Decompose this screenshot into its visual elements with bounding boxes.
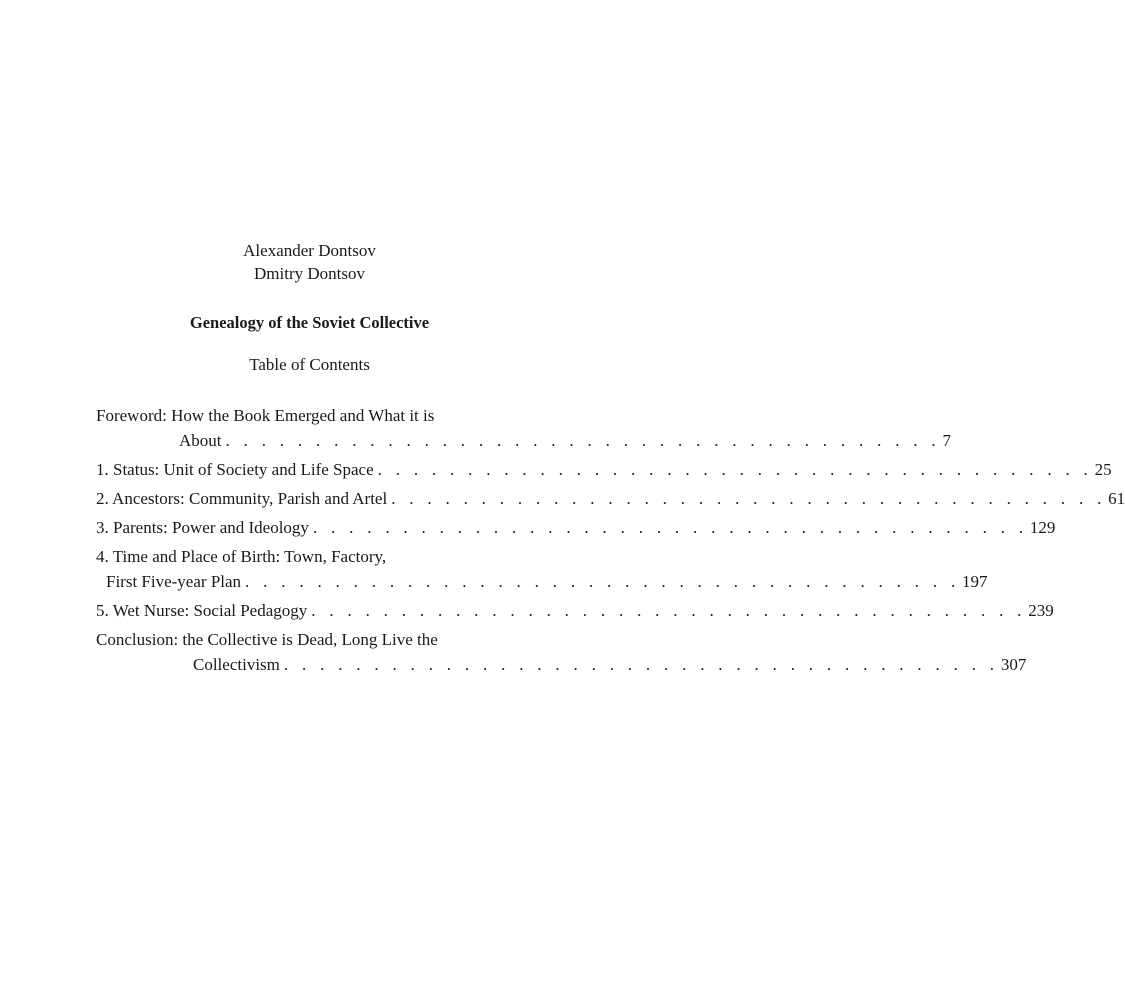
toc-entry-chapter-5 <box>96 598 1054 623</box>
toc-entry-conclusion <box>96 627 1027 677</box>
toc-entry-title: 2. Ancestors: Community, Parish and Artel <box>96 489 388 508</box>
toc-entry-foreword <box>96 403 951 453</box>
dot-leader: . . . . . . . . . . . . . . . . . . . . . . . . . . . . . . . . . . . . . . . . <box>283 655 999 674</box>
table-of-contents <box>96 403 1125 677</box>
toc-entry-chapter-1 <box>96 457 1112 482</box>
toc-heading: Table of Contents <box>249 355 370 374</box>
toc-entry-title: 3. Parents: Power and Ideology <box>96 518 309 537</box>
toc-entry-title-continued: About <box>179 431 222 450</box>
toc-page-number: 307 <box>1000 655 1027 674</box>
author-name: Alexander Dontsov <box>243 241 376 260</box>
toc-page-number: 239 <box>1028 601 1054 620</box>
toc-entry-title-continued: First Five-year Plan <box>106 572 242 591</box>
authors <box>0 241 619 287</box>
toc-page-number: 197 <box>962 572 988 591</box>
dot-leader: . . . . . . . . . . . . . . . . . . . . . . . . . . . . . . . . . . . . . . . . <box>377 460 1093 479</box>
toc-entry-chapter-2 <box>96 486 1125 511</box>
toc-entry-title-continued: Collectivism <box>193 655 280 674</box>
dot-leader: . . . . . . . . . . . . . . . . . . . . . . . . . . . . . . . . . . . . . . . . <box>312 518 1028 537</box>
book-title: Genealogy of the Soviet Collective <box>189 313 430 332</box>
toc-entry-title: Conclusion: the Collective is Dead, Long Live the <box>96 630 438 649</box>
dot-leader: . . . . . . . . . . . . . . . . . . . . . . . . . . . . . . . . . . . . . . . . <box>245 572 960 591</box>
author-name: Dmitry Dontsov <box>254 264 365 283</box>
toc-entry-chapter-4 <box>96 544 988 594</box>
toc-entry-chapter-3 <box>96 515 1056 540</box>
toc-entry-title: 1. Status: Unit of Society and Life Space <box>96 460 374 479</box>
toc-page-number: 7 <box>942 431 951 450</box>
toc-entry-title: 5. Wet Nurse: Social Pedagogy <box>96 601 308 620</box>
dot-leader: . . . . . . . . . . . . . . . . . . . . . . . . . . . . . . . . . . . . . . . . <box>391 489 1107 508</box>
toc-page-number: 61 <box>1108 489 1125 508</box>
dot-leader: . . . . . . . . . . . . . . . . . . . . . . . . . . . . . . . . . . . . . . . . <box>225 431 941 450</box>
dot-leader: . . . . . . . . . . . . . . . . . . . . . . . . . . . . . . . . . . . . . . . . <box>311 601 1027 620</box>
toc-entry-title: 4. Time and Place of Birth: Town, Factory, <box>96 547 387 566</box>
toc-entry-title: Foreword: How the Book Emerged and What it is <box>96 406 435 425</box>
toc-page-number: 25 <box>1094 460 1112 479</box>
toc-page-number: 129 <box>1029 518 1056 537</box>
